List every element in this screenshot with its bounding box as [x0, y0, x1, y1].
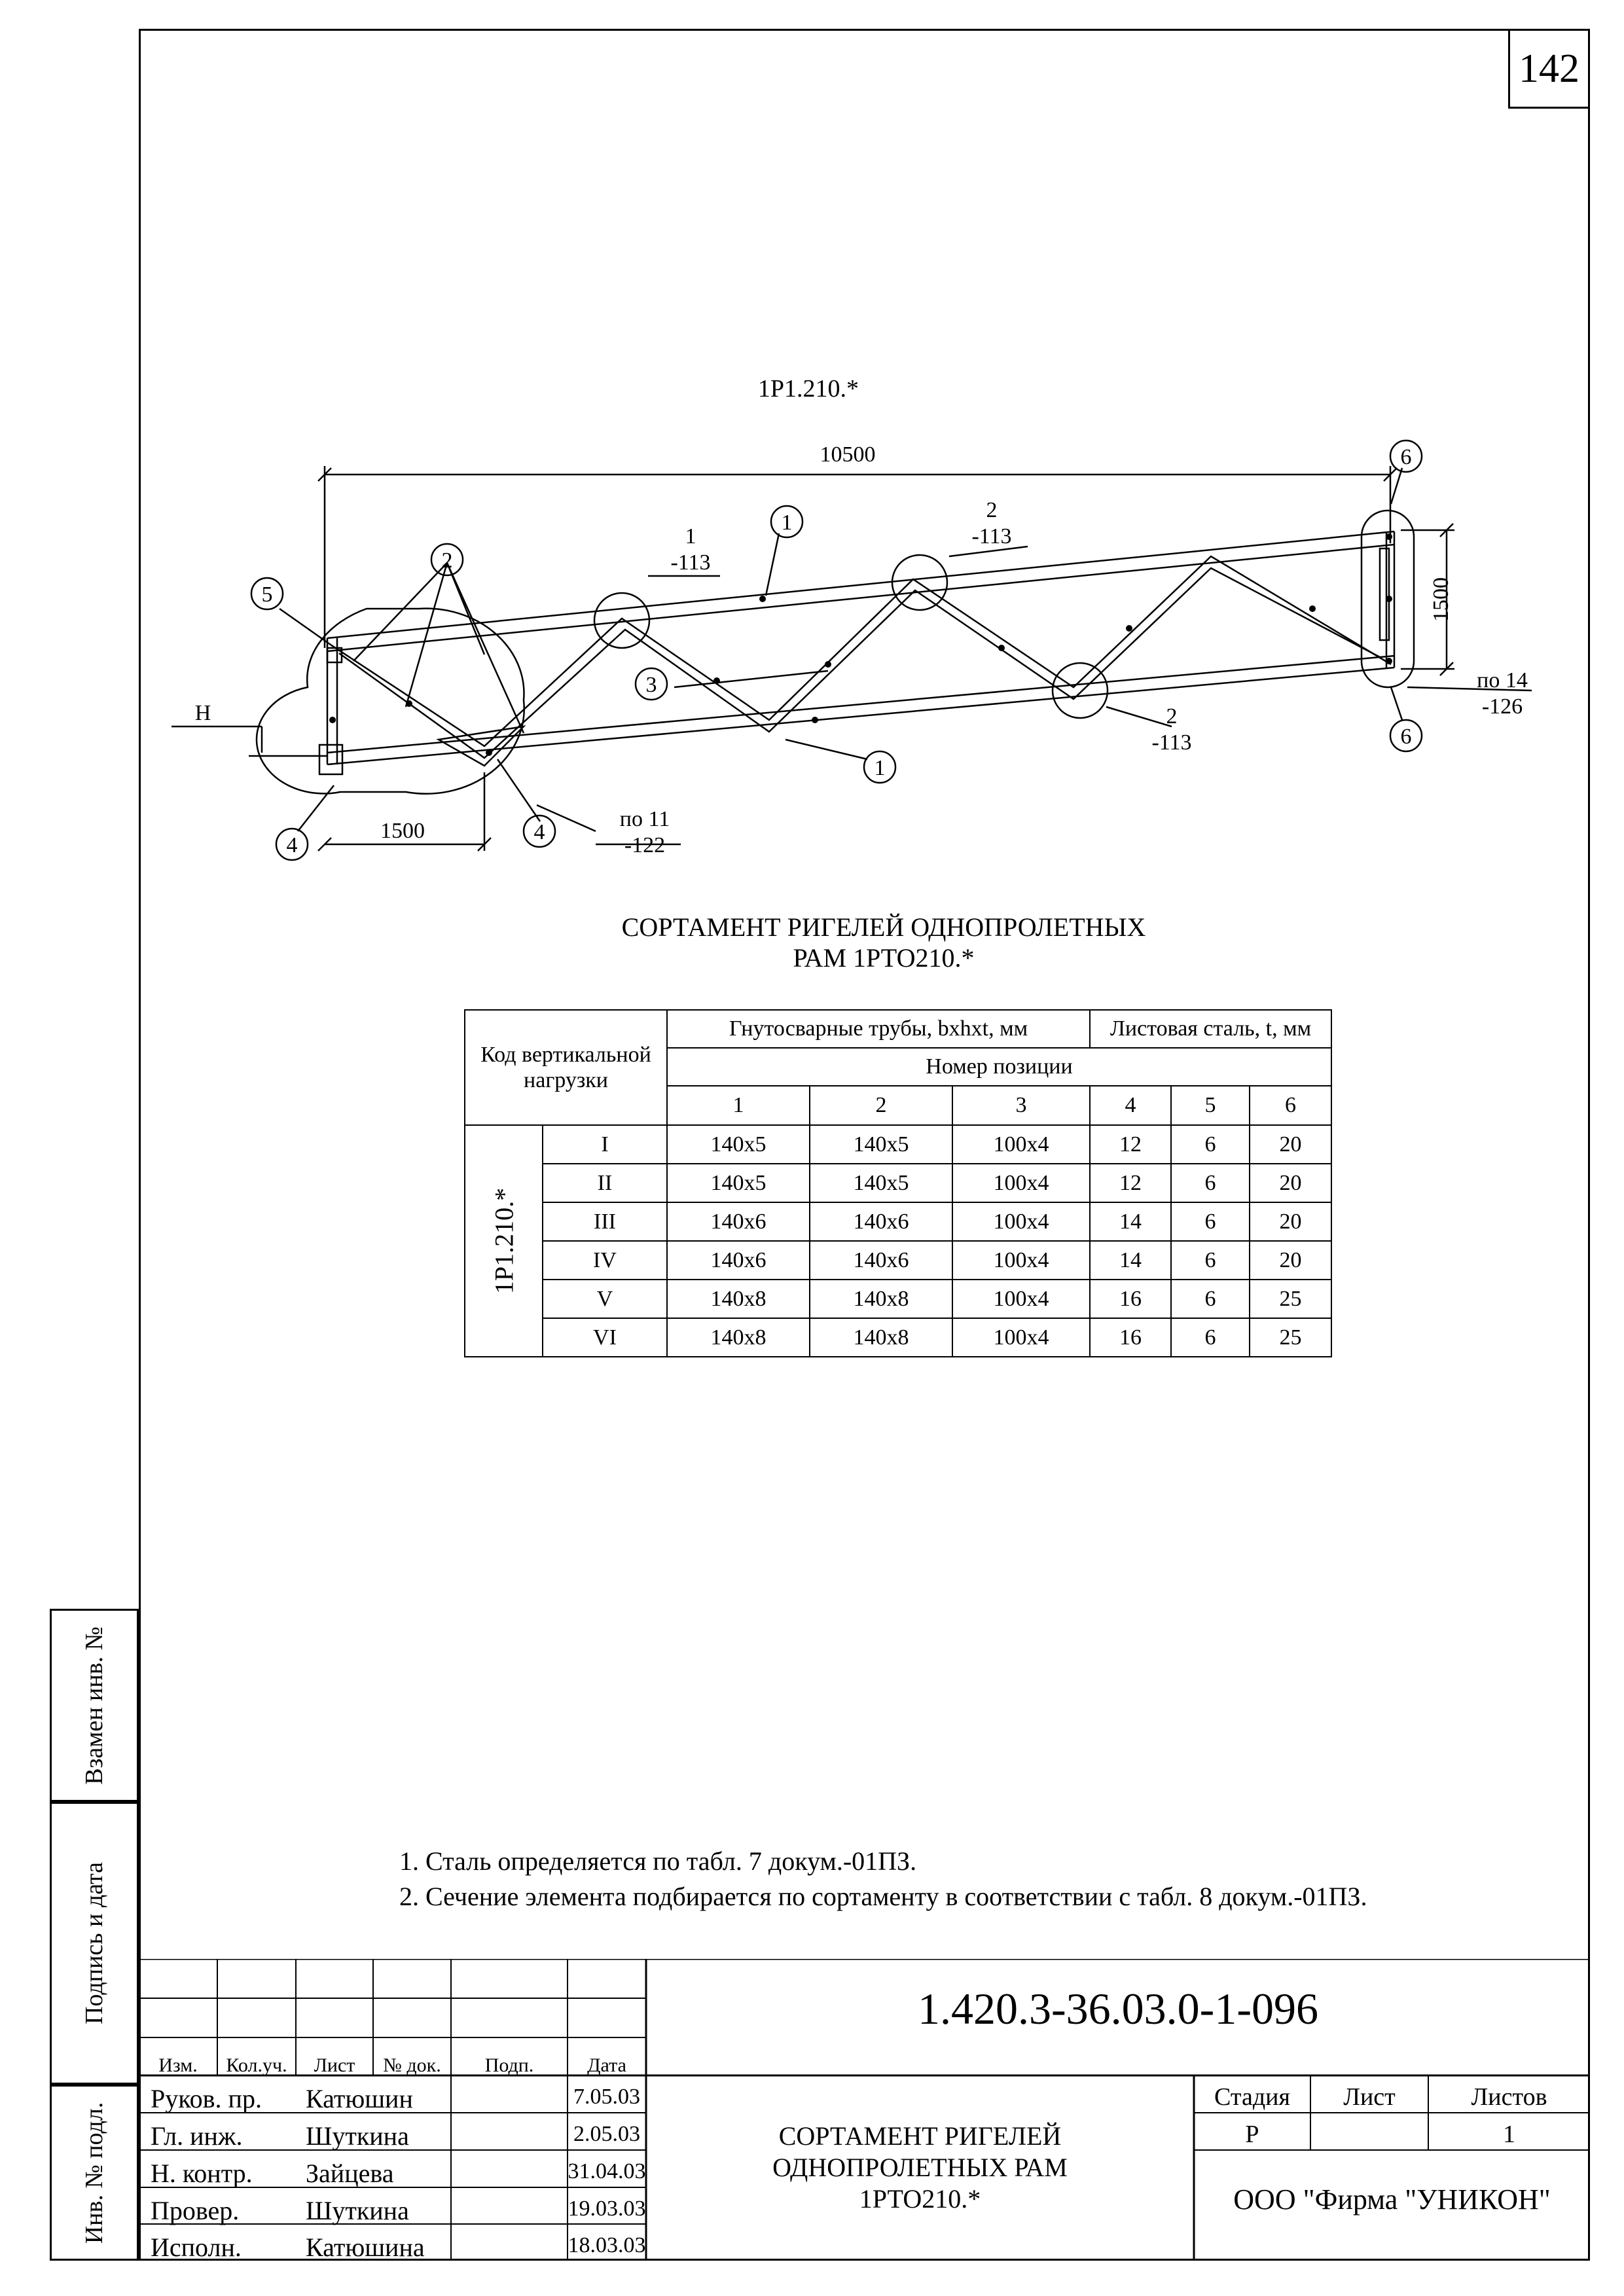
cell: 100x4 [952, 1125, 1090, 1164]
ref-2a-bot: -113 [971, 524, 1012, 548]
cell: 6 [1171, 1280, 1250, 1318]
date-1: 7.05.03 [573, 2085, 640, 2109]
callout-2: 2 [441, 548, 453, 573]
dim-length: 10500 [820, 442, 876, 467]
note-1: 1. Сталь определяется по табл. 7 докум.-01ПЗ. [399, 1846, 917, 1876]
row-code: II [543, 1164, 667, 1202]
cell: 6 [1171, 1241, 1250, 1280]
head-position: Номер позиции [667, 1048, 1331, 1086]
callout-4b: 4 [533, 820, 545, 844]
cell: 25 [1250, 1280, 1331, 1318]
col-4: 4 [1090, 1086, 1171, 1125]
cell: 140x5 [667, 1164, 810, 1202]
cell: 140x5 [667, 1125, 810, 1164]
dim-bottom: 1500 [380, 819, 425, 843]
drawing-title: 1Р1.210.* [757, 375, 859, 403]
cell: 14 [1090, 1202, 1171, 1241]
col-6: 6 [1250, 1086, 1331, 1125]
ref-2b-top: 2 [1166, 704, 1178, 728]
assortment-table [464, 1009, 1332, 1357]
cell: 140x8 [810, 1318, 952, 1357]
callout-6b: 6 [1400, 725, 1412, 749]
date-2: 2.05.03 [573, 2122, 640, 2146]
head-izm: Изм. [158, 2054, 198, 2076]
doc-title-line1: СОРТАМЕНТ РИГЕЛЕЙ [778, 2121, 1062, 2151]
stage-head: Стадия [1214, 2083, 1290, 2111]
name-5: Катюшина [306, 2233, 425, 2262]
cell: 140x5 [810, 1125, 952, 1164]
head-code: Код вертикальной нагрузки [465, 1010, 667, 1125]
cell: 25 [1250, 1318, 1331, 1357]
callout-6a: 6 [1400, 445, 1412, 469]
col-1: 1 [667, 1086, 810, 1125]
name-2: Шуткина [306, 2121, 409, 2151]
row-code: I [543, 1125, 667, 1164]
date-5: 18.03.03 [568, 2233, 646, 2257]
cell: 140x6 [667, 1202, 810, 1241]
cell: 140x6 [810, 1202, 952, 1241]
truss-drawing [0, 0, 1624, 916]
cell: 6 [1171, 1318, 1250, 1357]
ref-2b-bot: -113 [1151, 730, 1192, 755]
callout-1b: 1 [874, 756, 886, 780]
cell: 6 [1171, 1202, 1250, 1241]
doc-title-line2: ОДНОПРОЛЕТНЫХ РАМ [772, 2153, 1068, 2182]
cell: 100x4 [952, 1318, 1090, 1357]
row-code: IV [543, 1241, 667, 1280]
role-1: Руков. пр. [151, 2084, 262, 2113]
cell: 20 [1250, 1125, 1331, 1164]
table-title-line2: РАМ 1РТО210.* [793, 943, 975, 973]
doc-code: 1.420.3-36.03.0-1-096 [918, 1984, 1318, 2034]
col-3: 3 [952, 1086, 1090, 1125]
role-3: Н. контр. [151, 2159, 253, 2188]
name-1: Катюшин [306, 2084, 413, 2113]
head-date: Дата [587, 2054, 626, 2076]
title-block-head [139, 2037, 646, 2080]
head-kolich: Кол.уч. [226, 2054, 287, 2076]
label-h: Н [194, 701, 211, 725]
cell: 100x4 [952, 1241, 1090, 1280]
name-4: Шуткина [306, 2196, 409, 2225]
doc-title [646, 2121, 1194, 2215]
cell: 16 [1090, 1318, 1171, 1357]
ref-1-bot: -113 [670, 550, 711, 575]
sheets-head: Листов [1471, 2083, 1547, 2111]
cell: 20 [1250, 1202, 1331, 1241]
role-4: Провер. [151, 2196, 240, 2225]
callout-1a: 1 [781, 511, 793, 535]
group-cell [465, 1125, 543, 1357]
row-code: V [543, 1280, 667, 1318]
row-code: VI [543, 1318, 667, 1357]
side-box-replace [50, 1609, 139, 1802]
cell: 12 [1090, 1164, 1171, 1202]
callout-4a: 4 [286, 833, 298, 857]
sheets-value: 1 [1503, 2121, 1515, 2148]
side-box-inv-no [50, 2085, 139, 2261]
cell: 6 [1171, 1164, 1250, 1202]
ref-po11-bot: -122 [624, 833, 666, 857]
ref-po11-top: по 11 [619, 807, 670, 831]
head-sheet: Листовая сталь, t, мм [1090, 1010, 1331, 1048]
cell: 16 [1090, 1280, 1171, 1318]
callout-5: 5 [261, 583, 273, 607]
cell: 6 [1171, 1125, 1250, 1164]
col-2: 2 [810, 1086, 952, 1125]
role-5: Исполн. [151, 2233, 242, 2262]
head-pipes: Гнутосварные трубы, bxhxt, мм [667, 1010, 1090, 1048]
stage-value: Р [1245, 2121, 1259, 2148]
doc-title-line3: 1РТО210.* [859, 2184, 981, 2214]
date-3: 31.04.03 [568, 2159, 646, 2183]
cell: 14 [1090, 1241, 1171, 1280]
sheet-number: 142 [1508, 29, 1590, 109]
cell: 140x5 [810, 1164, 952, 1202]
head-doc: № док. [383, 2054, 441, 2076]
cell: 20 [1250, 1164, 1331, 1202]
cell: 140x8 [667, 1318, 810, 1357]
side-label-replace: Взамен инв. № [81, 1626, 108, 1785]
head-sign: Подп. [484, 2054, 534, 2076]
cell: 20 [1250, 1241, 1331, 1280]
sheet-head: Лист [1343, 2083, 1396, 2111]
row-code: III [543, 1202, 667, 1241]
note-2: 2. Сечение элемента подбирается по сортаменту в соответствии с табл. 8 докум.-01ПЗ. [399, 1882, 1367, 1911]
cell: 100x4 [952, 1164, 1090, 1202]
role-2: Гл. инж. [151, 2121, 243, 2151]
ref-1-top: 1 [685, 524, 696, 548]
cell: 140x8 [667, 1280, 810, 1318]
name-3: Зайцева [306, 2159, 394, 2188]
side-label-inv-no: Инв. № подл. [81, 2102, 108, 2244]
dim-height: 1500 [1429, 577, 1453, 622]
callout-3: 3 [645, 673, 657, 697]
cell: 140x6 [667, 1241, 810, 1280]
side-box-sign-date [50, 1802, 139, 2085]
table-title-line1: СОРТАМЕНТ РИГЕЛЕЙ ОДНОПРОЛЕТНЫХ [621, 912, 1146, 942]
table-title [497, 912, 1270, 973]
group-label: 1Р1.210.* [489, 1187, 518, 1295]
cell: 140x6 [810, 1241, 952, 1280]
col-5: 5 [1171, 1086, 1250, 1125]
date-4: 19.03.03 [568, 2197, 646, 2221]
cell: 100x4 [952, 1280, 1090, 1318]
cell: 140x8 [810, 1280, 952, 1318]
ref-2a-top: 2 [986, 498, 998, 522]
ref-po14-top: по 14 [1477, 668, 1528, 692]
ref-po14-bot: -126 [1481, 694, 1523, 719]
side-label-sign-date: Подпись и дата [81, 1861, 108, 2025]
head-list: Лист [314, 2054, 355, 2076]
cell: 100x4 [952, 1202, 1090, 1241]
cell: 12 [1090, 1125, 1171, 1164]
company-name: ООО "Фирма "УНИКОН" [1233, 2183, 1551, 2215]
